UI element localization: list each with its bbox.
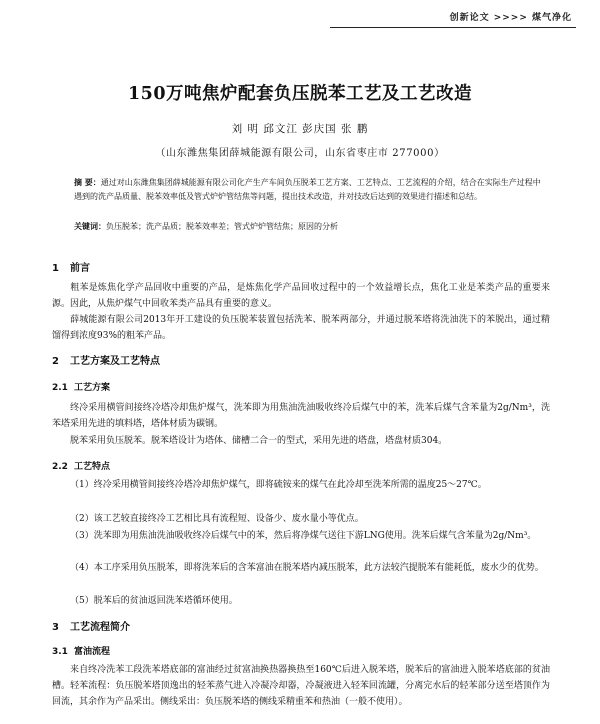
- section-number: 1: [52, 263, 59, 274]
- affiliation: （山东潍焦集团薛城能源有限公司，山东省枣庄市 277000）: [155, 148, 445, 159]
- paragraph-rich-oil: 来自终冷洗苯工段洗苯塔底部的富油经过贫富油换热器换热至160℃后进入脱苯塔，脱苯后的富油进入脱苯塔底部的贫油槽。轻苯流程：负压脱苯塔顶逸出的轻苯蒸气进入冷凝冷却器，冷凝液进入轻苯回流罐，分离完水后的轻苯部分送至塔顶作为回流，其余作为产品采出。侧线采出：负压脱苯塔的侧线采精重苯和热油（一般不使用）。: [52, 665, 550, 707]
- header-rule: [330, 27, 576, 28]
- abstract: [74, 176, 542, 204]
- subsection-heading-3-1: [52, 644, 110, 657]
- subsection-title: 工艺特点: [74, 462, 111, 472]
- keywords-label: 关键词：: [74, 222, 106, 231]
- keywords: [74, 220, 542, 234]
- section-heading-3: [52, 618, 130, 633]
- section-heading-2: [52, 352, 160, 367]
- paragraph-scheme-1: 终冷采用横管间接终冷塔冷却焦炉煤气，洗苯即为用焦油洗油吸收终冷后煤气中的苯，洗苯后煤气含苯量为2g/Nm³，洗苯塔采用先进的填料塔，塔体材质为碳钢。: [52, 403, 550, 429]
- paragraph-feature-4: （4）本工序采用负压脱苯，即将洗苯后的含苯富油在脱苯塔内减压脱苯，此方法较汽提脱苯有能耗低，废水少的优势。: [70, 563, 544, 573]
- subsection-heading-2-2: [52, 459, 110, 472]
- subsection-title: 工艺方案: [74, 383, 111, 393]
- paper-title: 150万吨焦炉配套负压脱苯工艺及工艺改造: [127, 84, 473, 104]
- section-number: 3: [52, 622, 59, 633]
- subsection-number: 2.1: [52, 383, 68, 393]
- abstract-text: 通过对山东潍焦集团薛城能源有限公司化产生产车间负压脱苯工艺方案、工艺特点、工艺流程的介绍，结合在实际生产过程中遇到的洗产品质量、脱苯效率低及管式炉炉管结焦等问题，提出技术改造，并对技改后达到的效果进行描述和总结。: [74, 178, 541, 201]
- section-title: 前言: [70, 263, 90, 274]
- paragraph-scheme-2: 脱苯采用负压脱苯。脱苯塔设计为塔体、储槽二合一的型式，采用先进的塔盘，塔盘材质304。: [70, 436, 448, 446]
- section-title: 工艺流程简介: [70, 622, 130, 633]
- paragraph-feature-5: （5）脱苯后的贫油返回洗苯塔循环使用。: [70, 596, 238, 606]
- section-title: 工艺方案及工艺特点: [70, 356, 160, 367]
- subsection-heading-2-1: [52, 380, 110, 393]
- paragraph-intro-1: 粗苯是炼焦化学产品回收中重要的产品，是炼焦化学产品回收过程中的一个效益增长点，焦化工业是苯类产品的重要来源。因此，从焦炉煤气中回收苯类产品具有重要的意义。: [52, 283, 550, 309]
- paragraph-intro-2: 薛城能源有限公司2013年开工建设的负压脱苯装置包括洗苯、脱苯两部分，并通过脱苯塔将洗油洗下的苯脱出，通过精馏得到浓度93%的粗苯产品。: [52, 315, 550, 341]
- running-header: 创新论文 >>>> 煤气净化: [449, 13, 572, 23]
- paragraph-feature-2: （2）该工艺较直接终冷工艺相比具有流程短、设备少、废水量小等优点。: [70, 514, 364, 524]
- paragraph-feature-1: （1）终冷采用横管间接终冷塔冷却焦炉煤气，即将硫铵来的煤气在此冷却至洗苯所需的温度25～27℃。: [70, 480, 487, 490]
- author-list: 刘 明 邱文江 彭庆国 张 鹏: [231, 123, 369, 135]
- paragraph-feature-3: （3）洗苯即为用焦油洗油吸收终冷后煤气中的苯，然后将净煤气送往下游LNG使用。洗苯后煤气含苯量为2g/Nm³。: [70, 531, 537, 541]
- subsection-number: 2.2: [52, 462, 68, 472]
- keywords-text: 负压脱苯；洗产品质；脱苯效率差；管式炉炉管结焦；原因的分析: [106, 222, 338, 231]
- section-number: 2: [52, 356, 59, 367]
- subsection-title: 富油流程: [74, 647, 111, 657]
- section-heading-1: [52, 259, 90, 274]
- abstract-label: 摘 要：: [74, 178, 101, 187]
- subsection-number: 3.1: [52, 647, 68, 657]
